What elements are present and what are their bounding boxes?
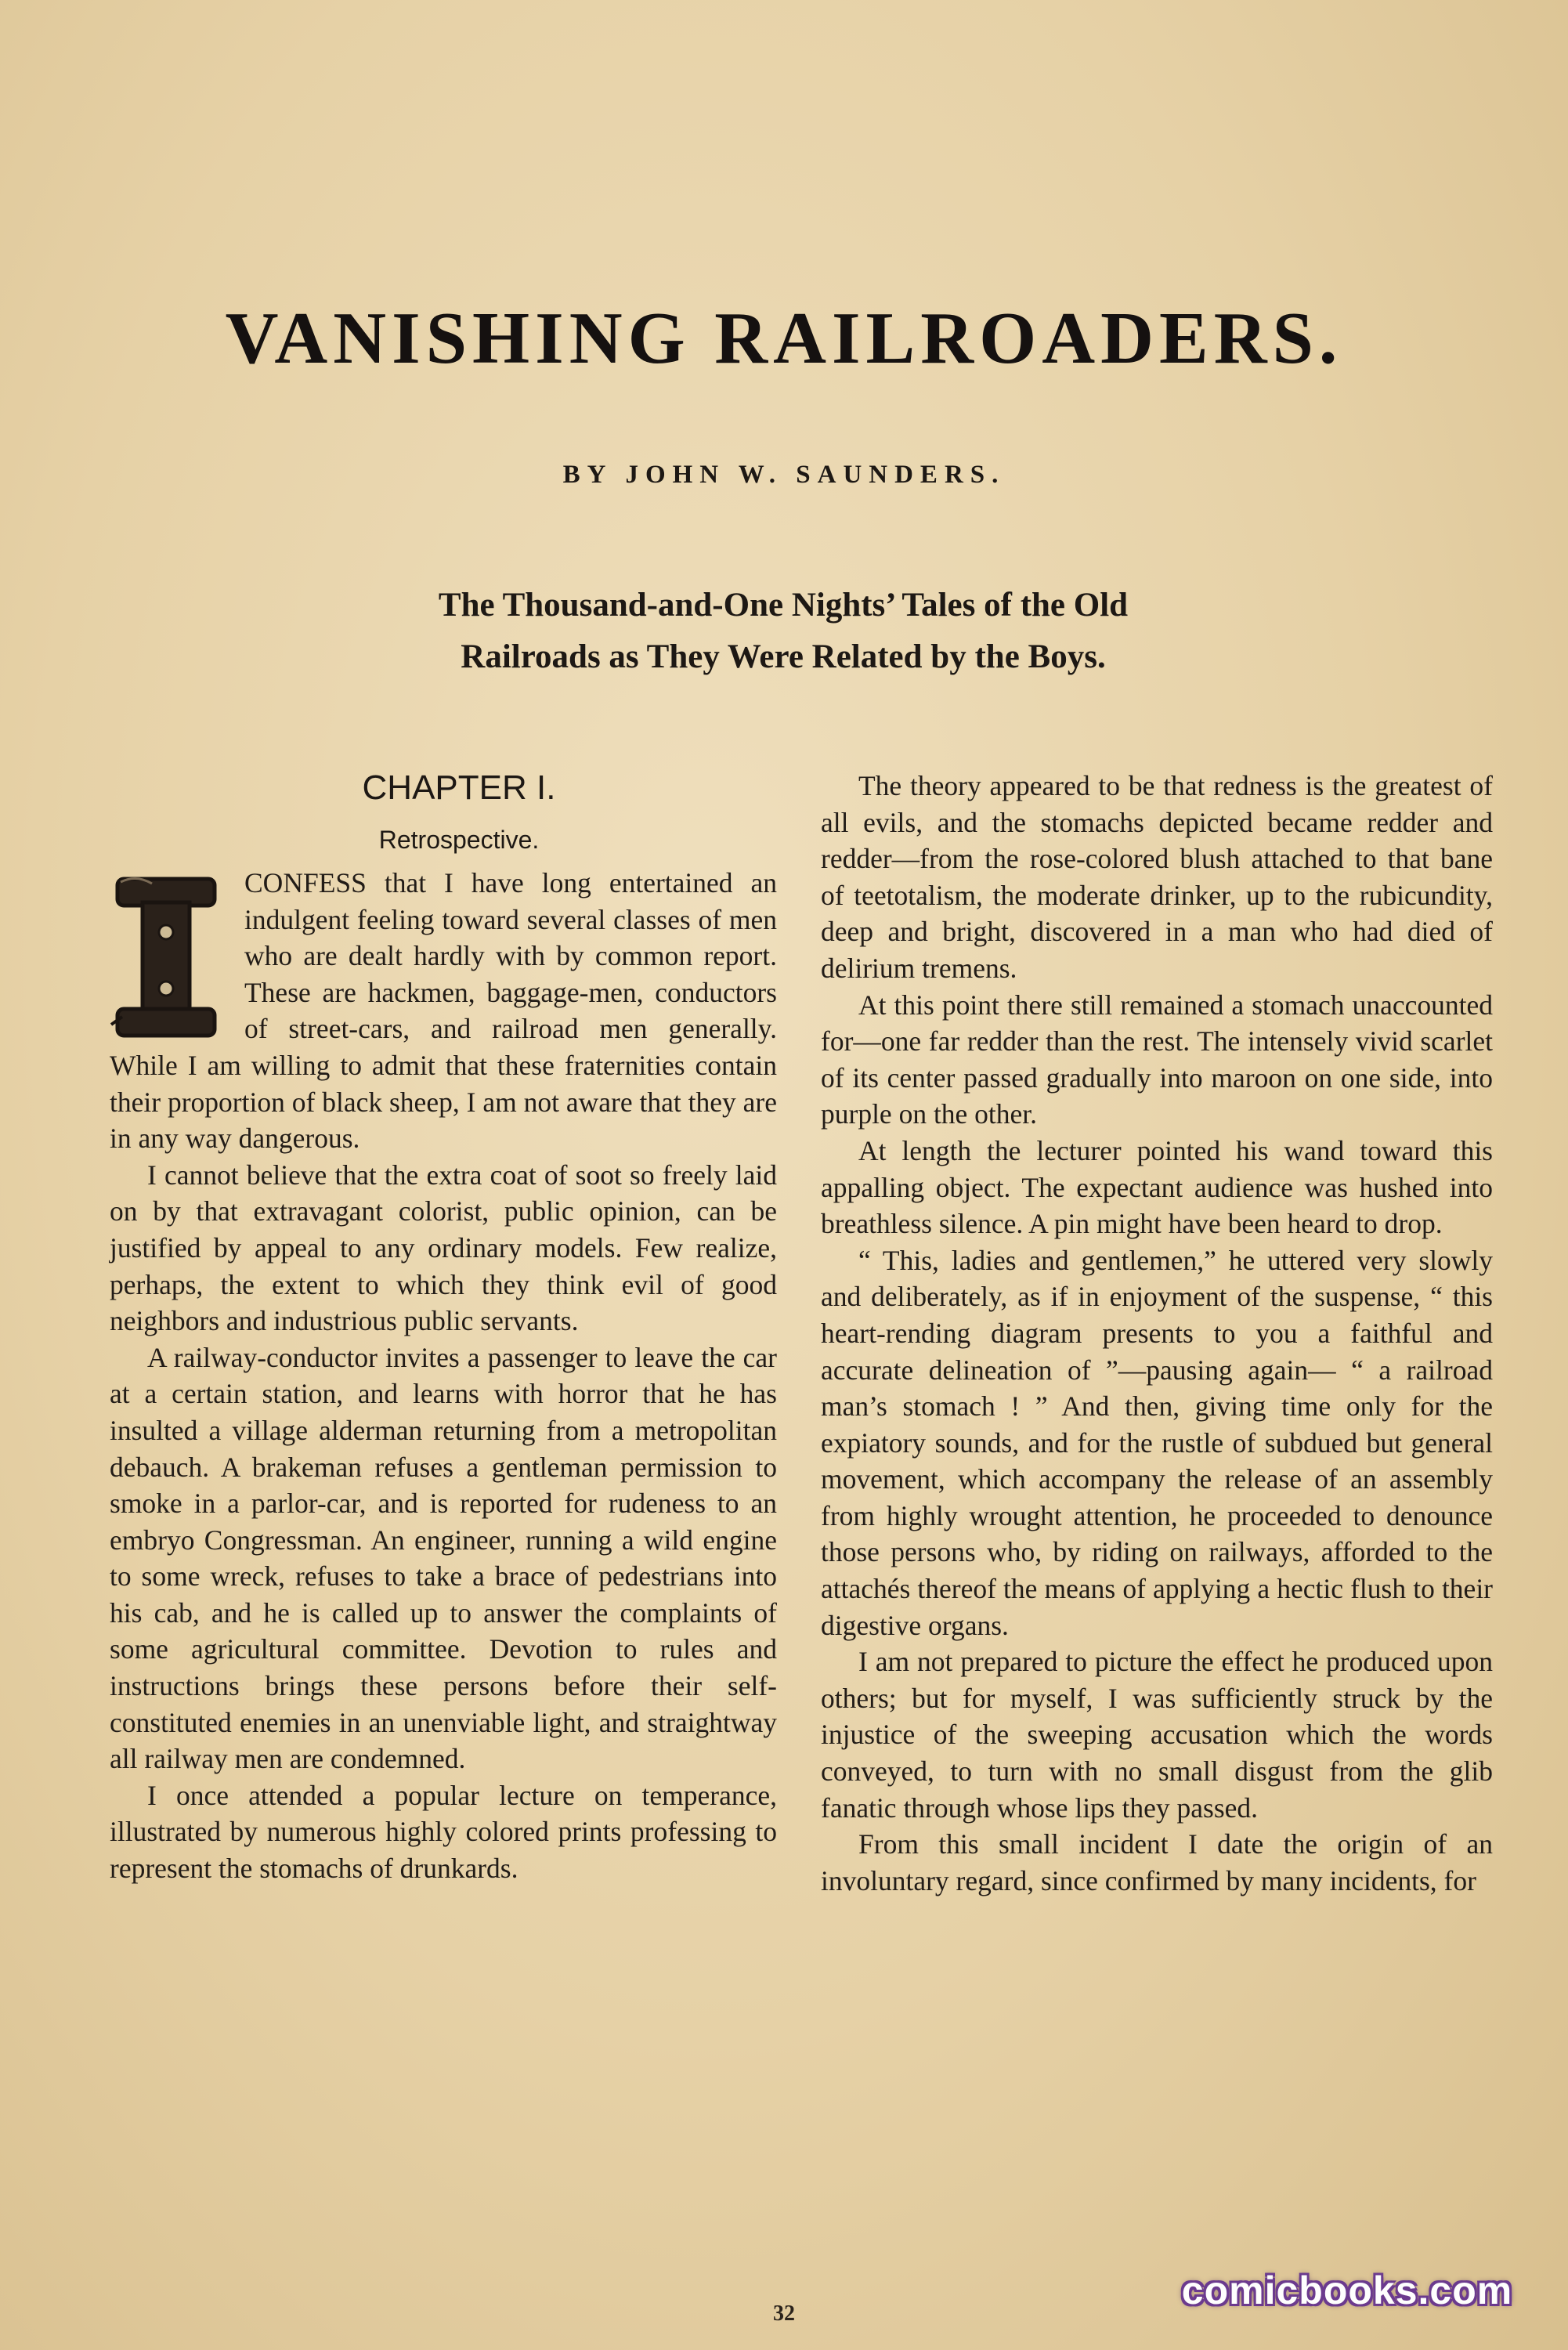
paragraph: I am not prepared to picture the effect he produced upon others; but for myself, I was sufficiently struck by the injustice of the sweeping accusation which the words conveyed, to turn with no small disgust from the glib fanatic through whose lips they passed. [821,1646,1493,1824]
left-column [110,768,777,1887]
subtitle-line-1: The Thousand-and-One Nights’ Tales of the Old [438,587,1129,624]
paragraph: At length the lecturer pointed his wand toward this appalling object. The expectant audience was hushed into breathless silence. A pin might have been heard to drop. [821,1134,1493,1240]
paragraph: I once attended a popular lecture on temperance, illustrated by numerous highly colored prints professing to represent the stomachs of drunkards. [110,1779,777,1885]
paragraph: From this small incident I date the origin of an involuntary regard, since confirmed by many incidents, for [821,1828,1493,1896]
paragraph: A railway-conductor invites a passenger to leave the car at a certain station, and learns with horror that he has insulted a village alderman returning from a metropolitan debauch. A brakeman refuses a gentleman permission to smoke in a parlor-car, and is reported for rudeness to an embryo Congressman. An engineer, running a wild engine to some wreck, refuses to take a brace of pedestrians into his cab, and he is called up to answer the complaints of some agricultural committee. Devotion to rules and instructions brings these persons before their self-constituted enemies in an unenviable light, and straightway all railway men are condemned. [110,1341,777,1775]
right-column [821,768,1493,1899]
paragraph: I cannot believe that the extra coat of soot so freely laid on by that extravagant colorist, public opinion, can be justified by appeal to any ordinary models. Few realize, perhaps, the extent to which they think evil of good neighbors and industrious public servants. [110,1159,777,1337]
page-number: 32 [773,2301,795,2326]
ornamental-dropcap-i-icon [103,871,229,1043]
paragraph: At this point there still remained a stomach unaccounted for—one far redder than the rest. The intensely vivid scarlet of its center passed gradually into maroon on one side, into purple on the other. [821,989,1493,1130]
subtitle-line-2: Railroads as They Were Related by the Boys. [461,638,1106,675]
paragraph: “ This, ladies and gentlemen,” he uttered very slowly and deliberately, as if in enjoyment of the suspense, “ this heart-rending diagram presents to you a faithful and accurate delineation of ”—pausing again— “ a railroad man’s stomach ! ” And then, giving time only for the expiatory sounds, and for the rustle of subdued but general movement, which accompany the release of an assembly from highly wrought attention, he proceeded to denounce those persons who, by riding on railways, afforded to the attachés thereof the means of applying a hectic flush to their digestive organs. [821,1244,1493,1641]
paragraph: CONFESS that I have long entertained an indulgent feeling toward several classes of men who are dealt hardly with by common report. These are hackmen, baggage-men, conductors of street-cars, and railroad men generally. While I am willing to admit that these fraternities contain their proportion of black sheep, I am not aware that they are in any way dangerous. [110,867,777,1155]
chapter-subheading: Retrospective. [378,826,540,854]
article-title: VANISHING RAILROADERS. [225,298,1343,379]
author-byline: BY JOHN W. SAUNDERS. [562,461,1006,489]
watermark-logo: comicbooks.com [1181,2269,1513,2312]
chapter-heading: CHAPTER I. [362,768,556,807]
article-subtitle [258,580,1308,683]
paragraph: The theory appeared to be that redness is the greatest of all evils, and the stomachs depicted became redder and redder—from the rose-colored blush attached to that bane of teetotalism, the moderate drinker, up to the rubicundity, deep and bright, discovered in a man who had died of delirium tremens. [821,770,1493,984]
